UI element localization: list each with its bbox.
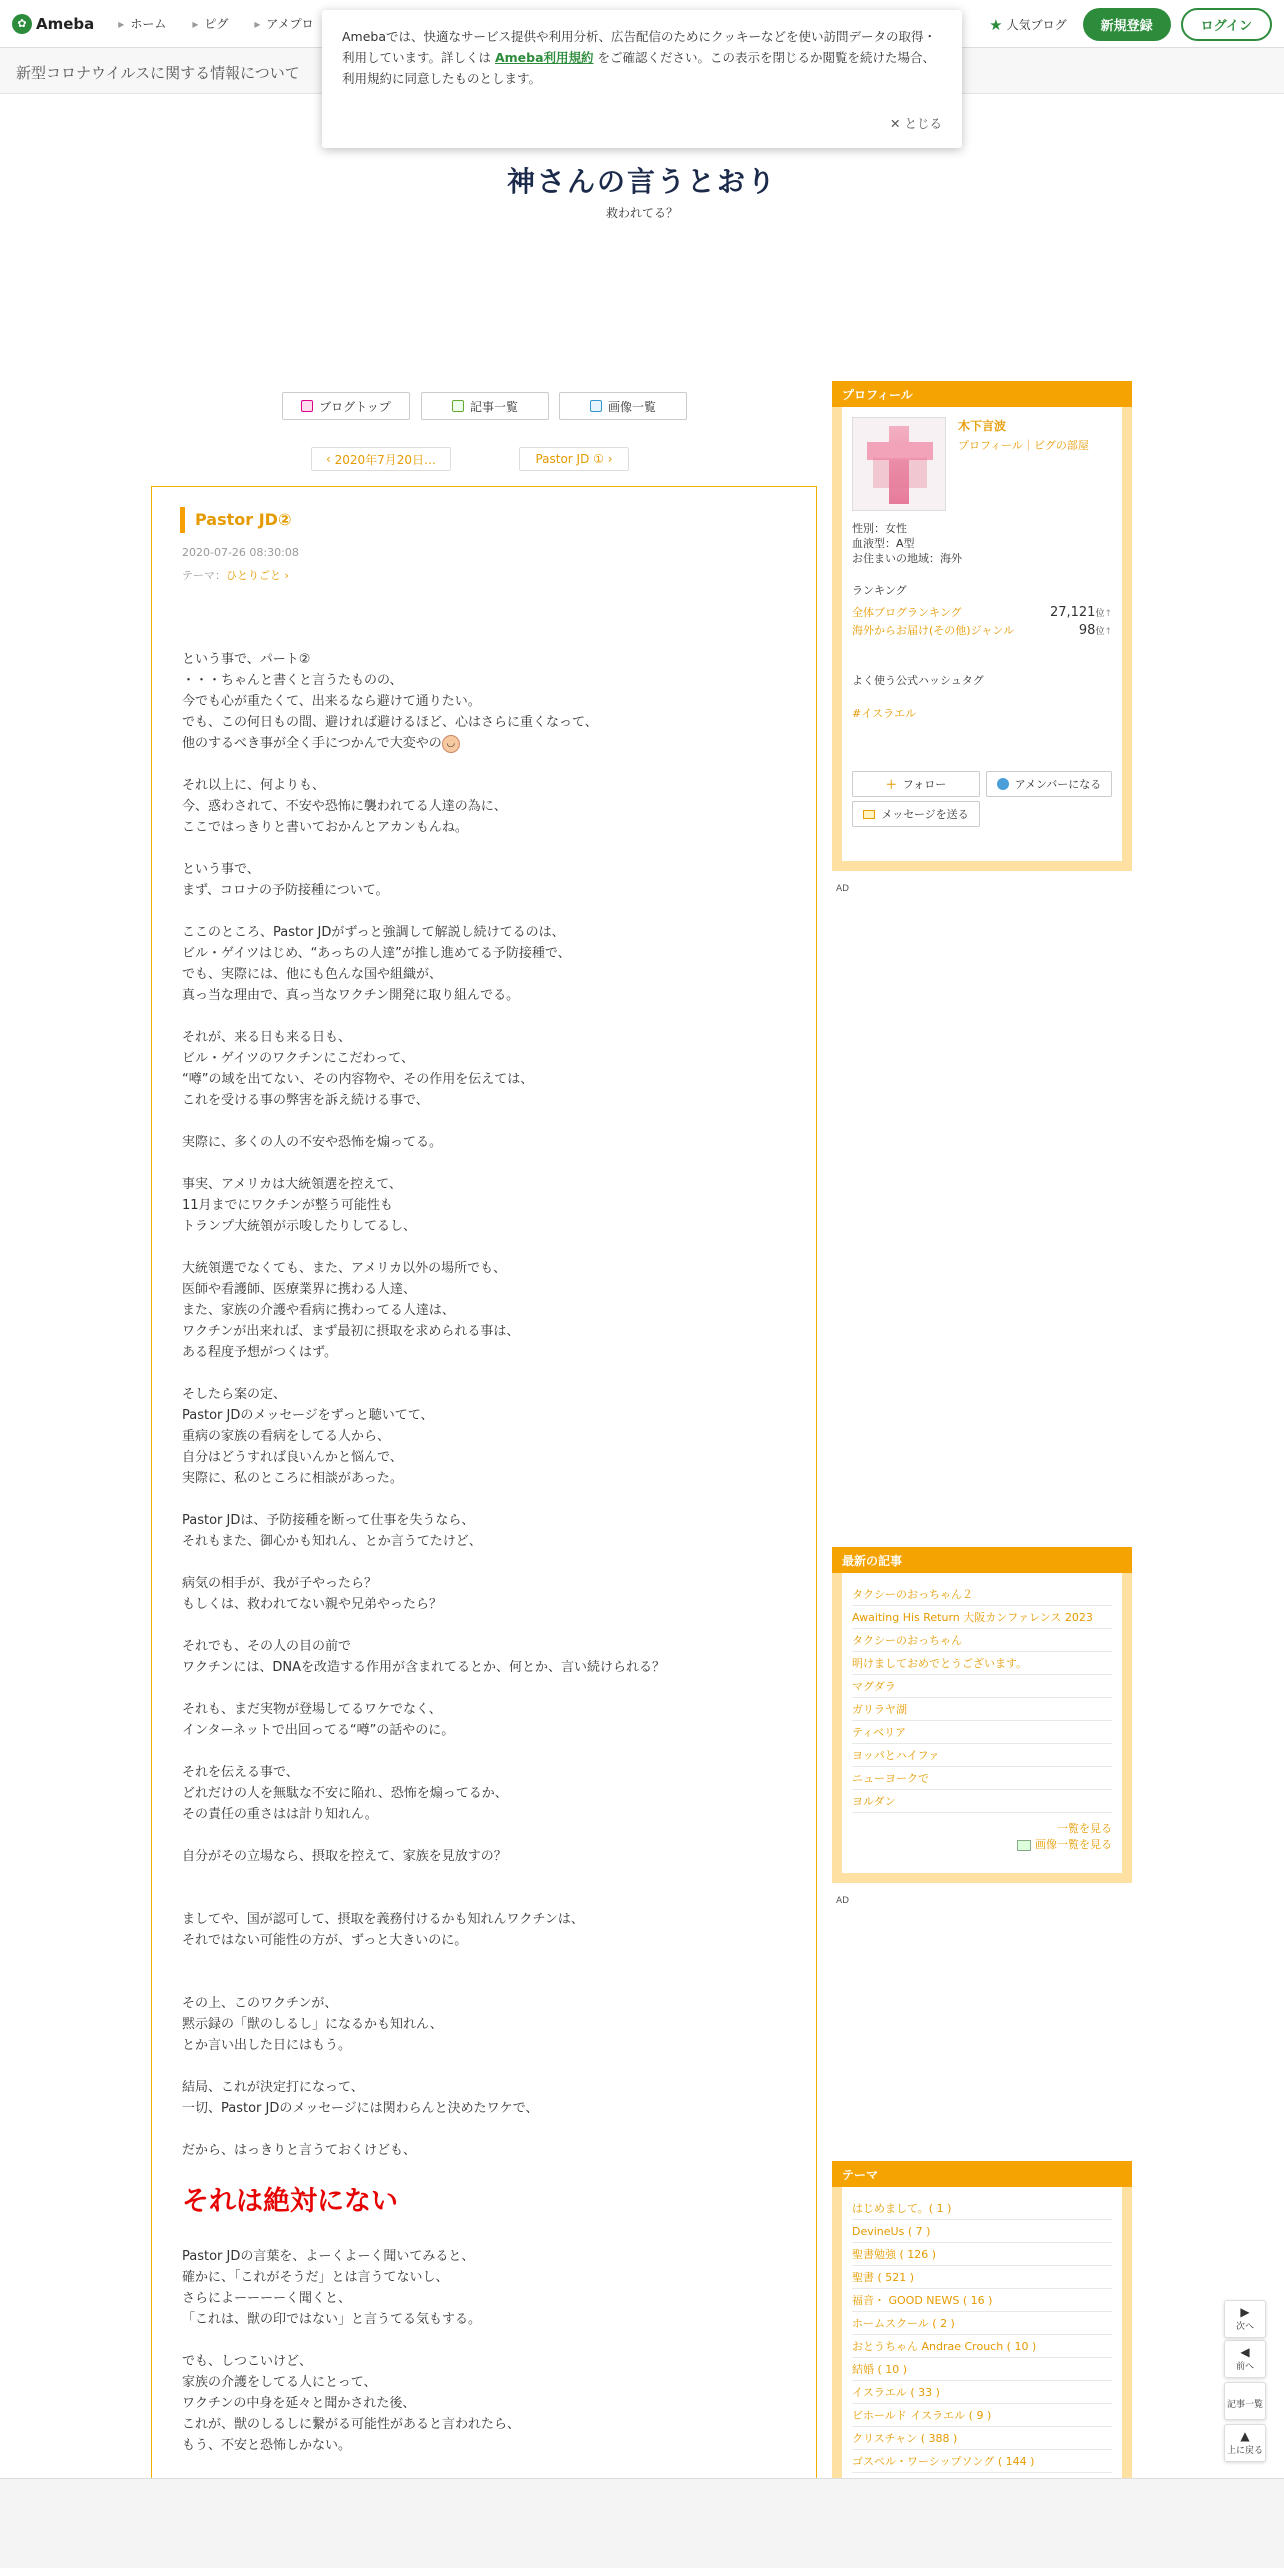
paragraph: 自分がその立場なら、摂取を控えて、家族を見放すの？ [182,1849,507,1864]
theme-link[interactable]: イスラエル ( 33 ) [852,2381,1112,2404]
plus-icon: ＋ [885,778,897,791]
theme-link[interactable]: 結婚 ( 10 ) [852,2358,1112,2381]
next-article-button[interactable] [519,447,629,471]
theme-link[interactable]: 福音・ GOOD NEWS ( 16 ) [852,2289,1112,2312]
spacer [182,1888,782,1909]
theme-link[interactable]: DevineUs ( 7 ) [852,2220,1112,2243]
article-list-label: 記事一覧 [469,399,518,414]
genre-ranking-unit: 位 [1095,626,1105,637]
paragraph: Pastor JDの言葉を、よーくよーく聞いてみると、 確かに、「これがそうだ」とは言うてないし、 さらによーーーーく聞くと、 「これは、獣の印ではない」と言うてる気もする。 [182,2249,482,2327]
cookie-dialog [322,10,962,148]
theme-label: テーマ： [182,569,226,582]
paragraph-text: という事で、パート② ・・・ちゃんと書くと言うたものの、 今でも心が重たくて、出来るなら避けて通りたい。 でも、この何日もの間、避ければ避けるほど、心はさらに重くなって、 他のするべき事が全く手につかんで大変やの [182,652,598,751]
cookie-close-button[interactable] [890,113,942,134]
login-button[interactable]: ログイン [1181,8,1272,41]
hashtag-label: よく使う公式ハッシュタグ [852,674,984,687]
image-list-link[interactable] [852,1837,1112,1853]
recent-posts-header: 最新の記事 [832,1547,1132,1573]
article-list-button[interactable] [421,392,549,420]
article-body [182,649,782,2477]
genre-ranking-link[interactable]: 海外からお届け(その他)ジャンル [852,624,1015,637]
popular-blog-link[interactable] [989,16,1066,34]
arrow-up-icon: ↑ [1104,626,1112,637]
hashtag-link[interactable]: #イスラエル [852,707,917,720]
avatar[interactable] [852,417,946,511]
recent-post-link[interactable]: マグダラ [852,1675,1112,1698]
blog-top-button[interactable] [282,392,410,420]
ranking-row [852,622,1112,638]
prev-article-label: 2020年7月20日… [334,452,437,467]
emphasis-heading: それは絶対にない [182,2186,398,2217]
profile-body [842,407,1122,861]
recent-post-link[interactable]: ティベリア [852,1721,1112,1744]
logo-text: Ameba [36,14,95,33]
header-right [989,8,1272,41]
theme-link[interactable]: おとうちゃん Andrae Crouch ( 10 ) [852,2335,1112,2358]
next-article-label: Pastor JD ① [535,452,604,466]
global-nav [118,15,313,32]
themes-widget [832,2161,1132,2491]
close-icon: ✕ [890,116,901,131]
profile-name[interactable]: 木下言波 [958,419,1007,433]
float-next-label: 次へ [1235,2322,1254,2332]
float-prev-label: 前へ [1235,2362,1254,2372]
blog-subtitle: 救われてる？ [605,206,678,220]
ranking-row [852,604,1112,620]
ad-label: AD [836,884,850,894]
themes-list [852,2197,1112,2473]
paragraph: その上、このワクチンが、 黙示録の「獣のしるし」になるかも知れん、 とか言い出した日にはもう。 [182,1996,443,2053]
overall-ranking-link[interactable]: 全体ブログランキング [852,606,962,619]
recent-post-link[interactable]: ヨッパとハイファ [852,1744,1112,1767]
float-top-label: 上に戻る [1226,2446,1263,2456]
ad-label: AD [836,1896,850,1906]
overall-ranking-value: 27,121 [1049,604,1096,620]
paragraph: 実際に、多くの人の不安や恐怖を煽ってる。 [182,1135,443,1150]
theme-link[interactable]: ゴスペル・ワーシップソング ( 144 ) [852,2450,1112,2473]
chevron-right-icon: › [281,569,289,582]
ameba-logo[interactable] [12,14,94,34]
covid-notice-link[interactable]: 新型コロナウイルスに関する情報について [0,48,1284,94]
prev-article-float-button[interactable] [1224,2340,1266,2378]
image-icon [1017,1840,1031,1851]
paragraph: それも、まだ実物が登場してるワケでなく、 インターネットで出回ってる“噂”の話やのに。 [182,1702,455,1738]
paragraph: だから、はっきりと言うておくけども、 [182,2143,417,2158]
message-button[interactable] [852,801,980,827]
arrow-up-icon: ↑ [1104,608,1112,619]
see-all-posts-link[interactable]: 一覧を見る [1057,1822,1112,1835]
envelope-icon [863,810,875,819]
follow-label: フォロー [902,778,947,791]
recent-post-link[interactable]: ヨルダン [852,1790,1112,1813]
cookie-text-2: をご確認ください。この表示を閉じるか閲覧を続けた場合、利用規約に同意したものとします。 [342,50,936,86]
blog-title[interactable]: 神さんの言うとおり [506,165,777,198]
image-list-text: 画像一覧を見る [1035,1838,1112,1851]
paragraph: それ以上に、何よりも、 今、惑わされて、不安や恐怖に襲われてる人達の為に、 ここではっきりと書いておかんとアカンもんね。 [182,778,507,835]
message-label: メッセージを送る [881,808,969,821]
triangle-up-icon: ▲ [1240,2429,1250,2443]
theme-link[interactable]: ひとりごと [226,569,281,582]
paragraph: ここのところ、Pastor JDがずっと強調して解説し続けてるのは、 ビル・ゲイツはじめ、“あっちの人達”が推し進めてる予防接種で、 でも、実際には、他にも色んな国や組織が、 真っ当な理由で、真っ当なワクチン開発に取り組んでる。 [182,925,571,1003]
article-date: 2020-07-26 08:30:08 [182,546,299,559]
blog-top-icon [301,400,313,412]
amember-icon [997,778,1009,790]
paragraph: という事で、 まず、コロナの予防接種について。 [182,862,389,898]
float-list-label: 記事一覧 [1226,2400,1263,2410]
bottom-bar [0,2478,1284,2568]
paragraph: 病気の相手が、我が子やったら？ もしくは、救われてない親や兄弟やったら？ [182,1576,443,1612]
recent-post-link[interactable]: タクシーのおっちゃん [852,1629,1112,1652]
next-article-float-button[interactable] [1224,2300,1266,2338]
profile-area: お住まいの地域：海外 [852,552,962,565]
article-theme [182,567,289,583]
recent-post-link[interactable]: ガリラヤ湖 [852,1698,1112,1721]
profile-header: プロフィール [832,381,1132,407]
paragraph: それが、来る日も来る日も、 ビル・ゲイツのワクチンにこだわって、 “噂”の域を出てない、その内容物や、その作用を伝えては、 これを受ける事の弊害を訴え続ける事で、 [182,1030,534,1108]
paragraph: そしたら案の定、 Pastor JDのメッセージをずっと聴いてて、 重病の家族の看病をしてる人から、 自分はどうすれば良いんかと悩んで、 実際に、私のところに相談があった。 [182,1387,434,1486]
themes-header: テーマ [832,2161,1132,2187]
ameba-logo-icon: ✿ [12,14,32,34]
theme-link[interactable]: はじめまして。( 1 ) [852,2197,1112,2220]
terms-link[interactable]: Ameba利用規約 [494,50,594,65]
signup-button[interactable]: 新規登録 [1083,8,1171,41]
spacer [182,1972,782,1993]
theme-link[interactable]: 聖書 ( 521 ) [852,2266,1112,2289]
recent-post-link[interactable]: 明けましておめでとうございます。 [852,1652,1112,1675]
profile-widget [832,381,1132,871]
paragraph: それでも、その人の目の前で ワクチンには、DNAを改造する作用が含まれてるとか、何とか、言い続けられる？ [182,1639,665,1675]
paragraph: 結局、これが決定打になって、 一切、Pastor JDのメッセージには関わらんと決めたワケで、 [182,2080,539,2116]
recent-posts-body [842,1573,1122,1873]
nav-amepro[interactable]: ▸ アメプロ [254,15,313,32]
smiley-icon: ◡ [442,735,460,753]
amember-label: アメンバーになる [1014,778,1102,791]
paragraph: Pastor JDは、予防接種を断って仕事を失うなら、 それもまた、御心かも知れん、とか言うてたけど、 [182,1513,482,1549]
genre-ranking-value: 98 [1078,622,1096,638]
article [151,486,817,2568]
popular-blog-label: 人気ブログ [1006,18,1067,32]
recent-post-link[interactable]: Awaiting His Return 大阪カンファレンス 2023 [852,1606,1112,1629]
ranking-label: ランキング [852,584,907,597]
triangle-right-icon: ▶ [1240,2305,1250,2319]
chevron-right-icon: › [603,452,613,466]
themes-body [842,2187,1122,2507]
theme-link[interactable]: 聖書勉強 ( 126 ) [852,2243,1112,2266]
article-title[interactable]: Pastor JD② [180,507,292,533]
paragraph: 大統領選でなくても、また、アメリカ以外の場所でも、 医師や看護師、医療業界に携わる人達、 また、家族の介護や看病に携わってる人達は、 ワクチンが出来れば、まず最初に摂取を求められる事は、 ある程度予想がつくはず。 [182,1261,520,1360]
nav-pigg[interactable]: ▸ ピグ [192,15,228,32]
prev-article-button[interactable] [311,447,451,471]
follow-button[interactable] [852,771,980,797]
profile-links[interactable]: プロフィール｜ピグの部屋 [958,439,1089,452]
paragraph: それを伝える事で、 どれだけの人を無駄な不安に陥れ、恐怖を煽ってるか、 その責任の重さはは計り知れん。 [182,1765,508,1822]
recent-post-link[interactable]: ニューヨークで [852,1767,1112,1790]
nav-home[interactable]: ▸ ホーム [118,15,166,32]
scroll-top-float-button[interactable] [1224,2424,1266,2462]
recent-posts-widget [832,1547,1132,1883]
triangle-left-icon: ◀ [1240,2345,1250,2359]
chevron-left-icon: ‹ [325,452,335,466]
cookie-text [342,26,942,89]
recent-posts-list [852,1583,1112,1813]
theme-link[interactable]: クリスチャン ( 388 ) [852,2427,1112,2450]
paragraph [182,649,782,754]
camera-icon [590,400,602,412]
star-icon: ★ [989,15,1003,34]
theme-link[interactable]: ビホールド イスラエル ( 9 ) [852,2404,1112,2427]
paragraph: 事実、アメリカは大統領選を控えて、 11月までにワクチンが整う可能性も トランプ大統領が示唆したりしてるし、 [182,1177,417,1234]
article-list-float-button[interactable] [1224,2382,1266,2420]
theme-link[interactable]: ホームスクール ( 2 ) [852,2312,1112,2335]
image-list-button[interactable] [559,392,687,420]
article-list-icon [452,400,464,412]
profile-gender: 性別：女性 [852,522,907,535]
overall-ranking-unit: 位 [1095,608,1105,619]
cookie-text-1: Amebaでは、快適なサービス提供や利用分析、広告配信のためにクッキーなどを使い訪問データの取得・利用しています。詳しくは [342,29,937,65]
paragraph: でも、しつこいけど、 家族の介護をしてる人にとって、 ワクチンの中身を延々と聞かされた後、 これが、獣のしるしに繋がる可能性があると言われたら、 もう、不安と恐怖しかない。 [182,2354,521,2453]
paragraph: ましてや、国が認可して、摂取を義務付けるかも知れんワクチンは、 それではない可能性の方が、ずっと大きいのに。 [182,1912,584,1948]
blog-top-label: ブログトップ [319,399,391,414]
amember-button[interactable] [986,771,1112,797]
profile-blood: 血液型：A型 [852,537,915,550]
cookie-close-label: とじる [904,116,942,131]
avatar-shape [873,458,927,488]
image-list-label: 画像一覧 [607,399,656,414]
recent-post-link[interactable]: タクシーのおっちゃん２ [852,1583,1112,1606]
